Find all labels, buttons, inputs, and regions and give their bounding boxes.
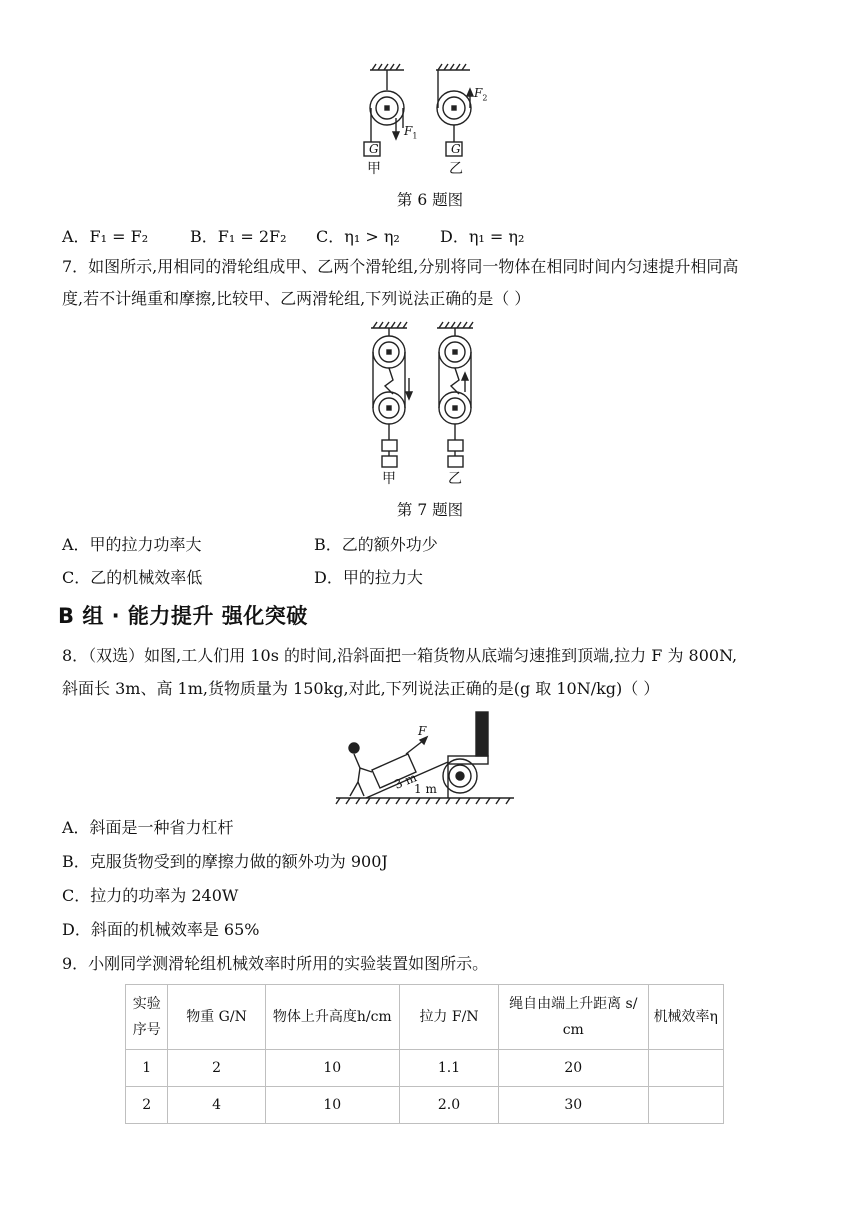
- q7-fig-label-jia: 甲: [382, 471, 396, 487]
- section-b-heading: B 组 · 能力提升 强化突破: [58, 604, 308, 628]
- table-header-cell: 物重 G/N: [168, 985, 265, 1050]
- table-header-cell: 机械效率η: [648, 985, 723, 1050]
- table-cell: 1.1: [399, 1050, 498, 1087]
- table-cell: [648, 1087, 723, 1124]
- table-cell: 10: [265, 1050, 399, 1087]
- q6-fig-label-yi: 乙: [449, 161, 463, 177]
- q8-question-line2: 斜面长 3m、高 1m,货物质量为 150kg,对此,下列说法正确的是(g 取 10N/kg)（ ）: [62, 679, 660, 698]
- q6-fig-g-left: G: [369, 142, 379, 156]
- q6-fig-g-right: G: [451, 142, 461, 156]
- table-header-cell: 绳自由端上升距离 s/ cm: [499, 985, 648, 1050]
- table-cell: [648, 1050, 723, 1087]
- q6-option-c: C．η₁ > η₂: [316, 227, 400, 246]
- table-cell: 2: [168, 1050, 265, 1087]
- q7-option-b: B．乙的额外功少: [314, 535, 438, 554]
- q9-question-line1: 9．小刚同学测滑轮组机械效率时所用的实验装置如图所示。: [62, 954, 489, 973]
- table-cell: 2: [126, 1087, 168, 1124]
- table-cell: 20: [499, 1050, 648, 1087]
- q6-option-a: A．F₁ = F₂: [62, 227, 149, 246]
- q7-option-a: A．甲的拉力功率大: [62, 535, 202, 554]
- q6-option-d: D．η₁ = η₂: [440, 227, 525, 246]
- q6-option-b: B．F₁ = 2F₂: [190, 227, 287, 246]
- table-header-cell: 拉力 F/N: [399, 985, 498, 1050]
- q7-question-line1: 7．如图所示,用相同的滑轮组成甲、乙两个滑轮组,分别将同一物体在相同时间内匀速提升相同高: [62, 257, 739, 276]
- q8-fig-force-label: F: [418, 724, 427, 738]
- q8-question-line1: 8．（双选）如图,工人们用 10s 的时间,沿斜面把一箱货物从底端匀速推到顶端,拉力 F 为 800N,: [62, 646, 738, 665]
- q8-option-d: D．斜面的机械效率是 65%: [62, 920, 260, 939]
- q7-question-line2: 度,若不计绳重和摩擦,比较甲、乙两滑轮组,下列说法正确的是（ ）: [62, 289, 531, 308]
- table-header-row: [126, 985, 724, 1050]
- q6-pulley-figure: [360, 62, 500, 182]
- q7-caption: 第 7 题图: [396, 501, 464, 519]
- q9-data-table: [125, 984, 724, 1124]
- q6-fig-f2-label: $F_2$: [474, 86, 488, 103]
- table-cell: 2.0: [399, 1087, 498, 1124]
- table-cell: 30: [499, 1087, 648, 1124]
- q6-fig-f1-label: $F_1$: [404, 124, 418, 141]
- q8-fig-height-label: 1 m: [414, 782, 437, 796]
- table-header-cell: 物体上升高度h/cm: [265, 985, 399, 1050]
- q6-caption: 第 6 题图: [396, 191, 464, 209]
- q6-fig-label-jia: 甲: [367, 161, 381, 177]
- table-row: [126, 1050, 724, 1087]
- q8-option-b: B．克服货物受到的摩擦力做的额外功为 900J: [62, 852, 388, 871]
- q8-option-a: A．斜面是一种省力杠杆: [62, 818, 234, 837]
- q7-fig-label-yi: 乙: [448, 471, 462, 487]
- table-cell: 4: [168, 1087, 265, 1124]
- table-cell: 10: [265, 1087, 399, 1124]
- table-header-cell: 实验 序号: [126, 985, 168, 1050]
- q8-option-c: C．拉力的功率为 240W: [62, 886, 239, 905]
- q7-option-d: D．甲的拉力大: [314, 568, 423, 587]
- table-cell: 1: [126, 1050, 168, 1087]
- table-row: [126, 1087, 724, 1124]
- q8-fig-length-label: 3 m: [392, 770, 419, 792]
- q7-pulley-figure: [365, 322, 495, 487]
- q7-option-c: C．乙的机械效率低: [62, 568, 203, 587]
